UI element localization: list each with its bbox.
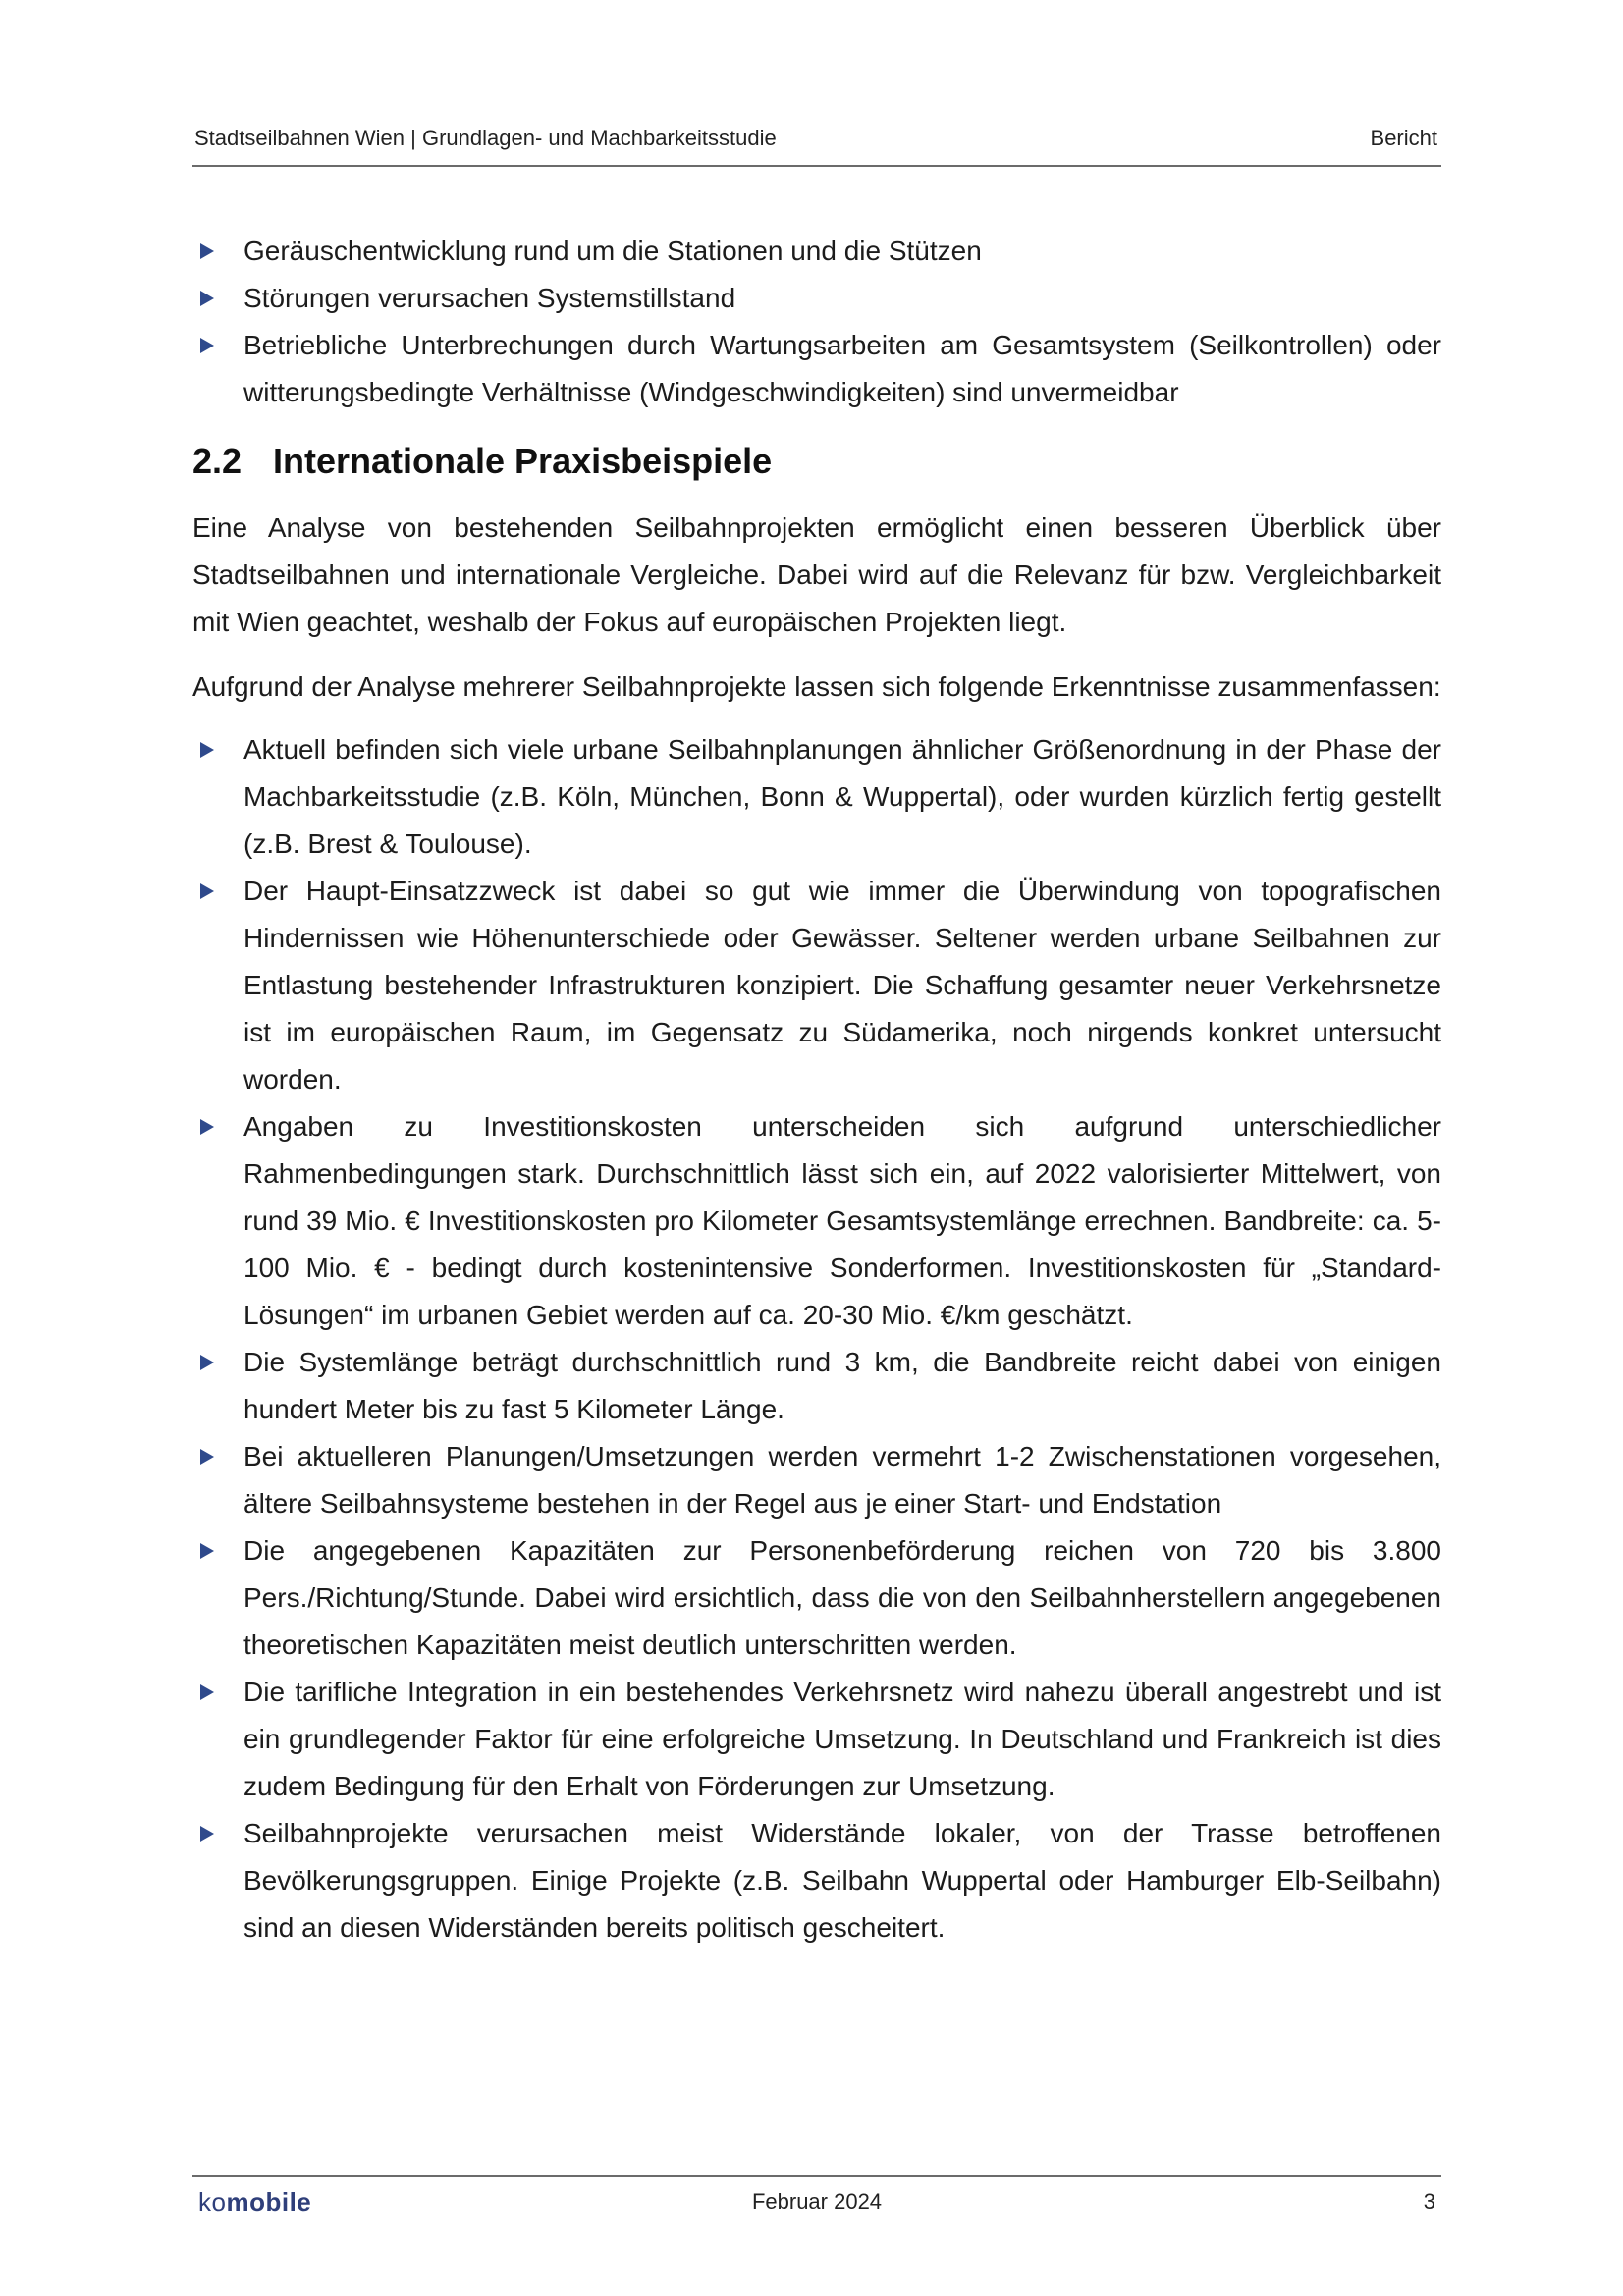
triangle-bullet-icon — [200, 291, 214, 306]
triangle-bullet-icon — [200, 1826, 214, 1842]
footer-date: Februar 2024 — [751, 2189, 883, 2214]
triangle-bullet-icon — [200, 883, 214, 899]
list-item-text: Geräuschentwicklung rund um die Stationen und die Stützen — [243, 236, 982, 266]
triangle-bullet-icon — [200, 1684, 214, 1700]
paragraph: Eine Analyse von bestehenden Seilbahnprojekten ermöglicht einen besseren Überblick über Stadtseilbahnen und internationale Vergleiche. Dabei wird auf die Relevanz für bzw. Vergleichbarkeit mit Wien geachtet, weshalb der Fokus auf europäischen Projekten liegt. — [192, 512, 1441, 637]
findings-bullet-list — [192, 726, 1441, 1951]
triangle-bullet-icon — [200, 338, 214, 353]
list-item — [192, 1339, 1441, 1433]
logo-text-mobile: mobile — [226, 2187, 312, 2216]
triangle-bullet-icon — [200, 1355, 214, 1370]
section-number: 2.2 — [192, 441, 243, 481]
list-item — [192, 275, 1441, 322]
list-item-text: Angaben zu Investitionskosten unterscheiden sich aufgrund unterschiedlicher Rahmenbedingungen stark. Durchschnittlich lässt sich ein, auf 2022 valorisierter Mittelwert, von rund 39 Mio. € Investitionskosten pro Kilometer Gesamtsystemlänge errechnen. Bandbreite: ca. 5-100 Mio. € - bedingt durch kostenintensive Sonderformen. Investitionskosten für „Standard-Lösungen“ im urbanen Gebiet werden auf ca. 20-30 Mio. €/km geschätzt. — [243, 1111, 1441, 1330]
list-item — [192, 1669, 1441, 1810]
triangle-bullet-icon — [200, 1543, 214, 1559]
list-item-text: Seilbahnprojekte verursachen meist Widerstände lokaler, von der Trasse betroffenen Bevölkerungsgruppen. Einige Projekte (z.B. Seilbahn Wuppertal oder Hamburger Elb-Seilbahn) sind an diesen Widerständen bereits politisch gescheitert. — [243, 1818, 1441, 1943]
list-item — [192, 1527, 1441, 1669]
list-item-text: Die angegebenen Kapazitäten zur Personenbeförderung reichen von 720 bis 3.800 Pers./Richtung/Stunde. Dabei wird ersichtlich, dass die von den Seilbahnherstellern angegebenen theoretischen Kapazitäten meist deutlich unterschritten werden. — [243, 1535, 1441, 1660]
list-item-text: Aktuell befinden sich viele urbane Seilbahnplanungen ähnlicher Größenordnung in der Phase der Machbarkeitsstudie (z.B. Köln, München, Bonn & Wuppertal), oder wurden kürzlich fertig gestellt (z.B. Brest & Toulouse). — [243, 734, 1441, 859]
triangle-bullet-icon — [200, 1119, 214, 1135]
list-item-text: Betriebliche Unterbrechungen durch Wartungsarbeiten am Gesamtsystem (Seilkontrollen) oder witterungsbedingte Verhältnisse (Windgeschwindigkeiten) sind unvermeidbar — [243, 330, 1441, 407]
section-heading — [192, 438, 1441, 485]
triangle-bullet-icon — [200, 1449, 214, 1465]
list-item — [192, 726, 1441, 868]
page-number: 3 — [1423, 2189, 1435, 2214]
list-item-text: Die Systemlänge beträgt durchschnittlich rund 3 km, die Bandbreite reicht dabei von einigen hundert Meter bis zu fast 5 Kilometer Länge. — [243, 1347, 1441, 1424]
page-footer — [192, 2175, 1441, 2226]
triangle-bullet-icon — [200, 243, 214, 259]
section-title: Internationale Praxisbeispiele — [273, 441, 773, 481]
list-item — [192, 322, 1441, 416]
list-item-text: Die tarifliche Integration in ein bestehendes Verkehrsnetz wird nahezu überall angestrebt und ist ein grundlegender Faktor für eine erfolgreiche Umsetzung. In Deutschland und Frankreich ist dies zudem Bedingung für den Erhalt von Förderungen zur Umsetzung. — [243, 1677, 1441, 1801]
list-item — [192, 1810, 1441, 1951]
list-item-text: Störungen verursachen Systemstillstand — [243, 283, 736, 313]
intro-bullet-list — [192, 228, 1441, 416]
header-title: Stadtseilbahnen Wien | Grundlagen- und Machbarkeitsstudie — [194, 126, 777, 150]
list-item-text: Der Haupt-Einsatzzweck ist dabei so gut wie immer die Überwindung von topografischen Hindernissen wie Höhenunterschiede oder Gewässer. Seltener werden urbane Seilbahnen zur Entlastung bestehender Infrastrukturen konzipiert. Die Schaffung gesamter neuer Verkehrsnetze ist im europäischen Raum, im Gegensatz zu Südamerika, noch nirgends konkret untersucht worden. — [243, 876, 1441, 1095]
page-header — [192, 122, 1441, 167]
paragraph: Aufgrund der Analyse mehrerer Seilbahnprojekte lassen sich folgende Erkenntnisse zusammenfassen: — [192, 671, 1441, 702]
header-doc-type: Bericht — [1370, 126, 1437, 150]
list-item — [192, 228, 1441, 275]
list-item — [192, 1103, 1441, 1339]
list-item-text: Bei aktuelleren Planungen/Umsetzungen werden vermehrt 1-2 Zwischenstationen vorgesehen, ältere Seilbahnsysteme bestehen in der Regel aus je einer Start- und Endstation — [243, 1441, 1441, 1519]
page-content — [192, 228, 1441, 1951]
list-item — [192, 868, 1441, 1103]
logo-text-ko: ko — [198, 2187, 227, 2216]
triangle-bullet-icon — [200, 742, 214, 758]
list-item — [192, 1433, 1441, 1527]
